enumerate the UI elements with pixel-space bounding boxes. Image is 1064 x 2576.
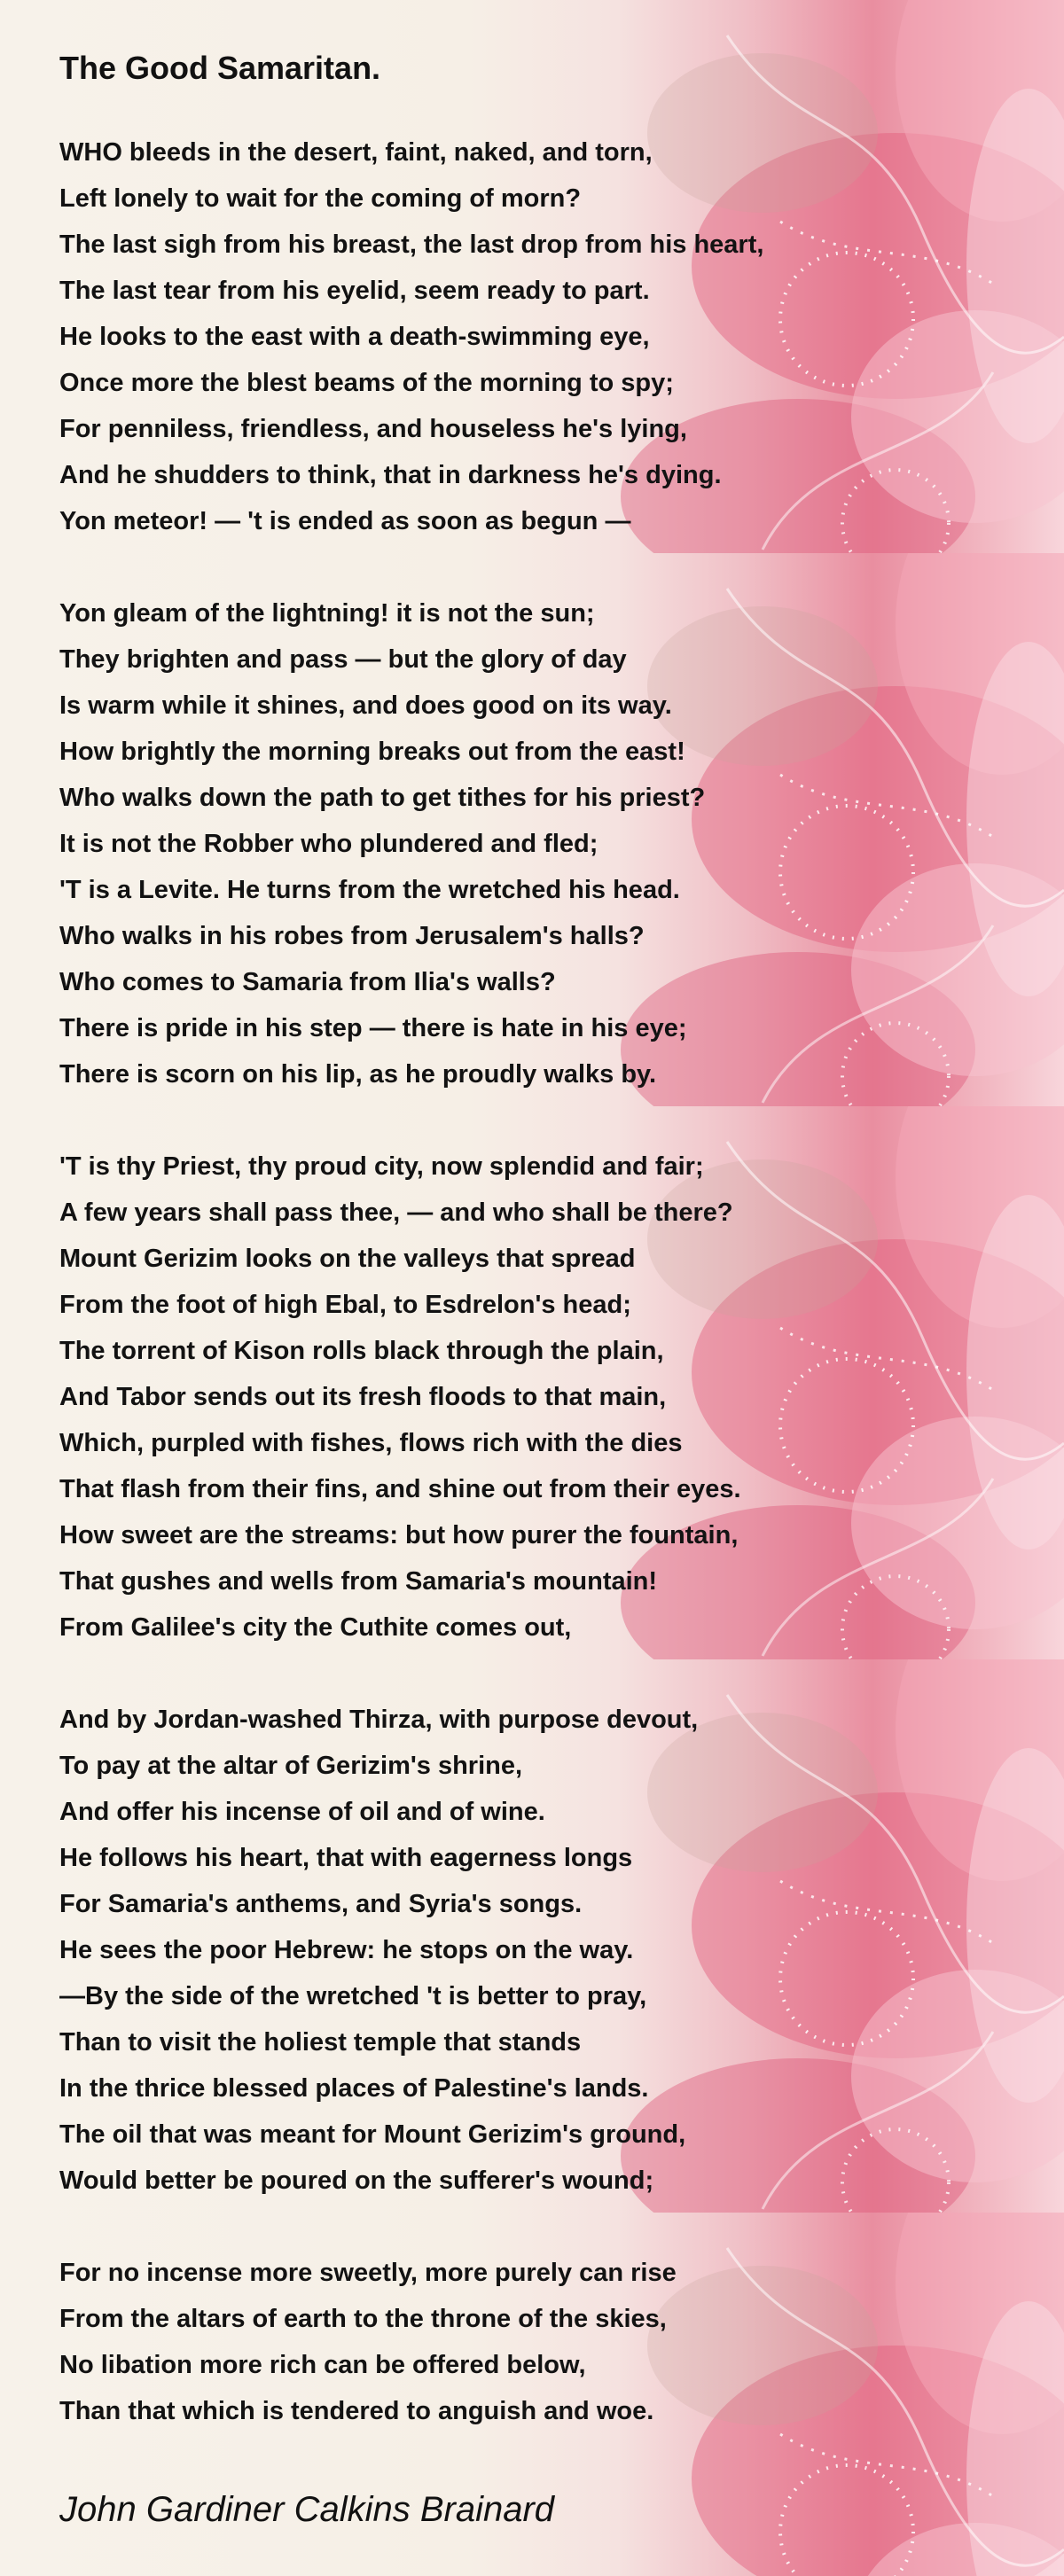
poem-line: From Galilee's city the Cuthite comes out, <box>59 1613 572 1642</box>
poem-line: Would better be poured on the sufferer's wound; <box>59 2166 654 2195</box>
poem-line: WHO bleeds in the desert, faint, naked, and torn, <box>59 138 653 167</box>
stanza-2 <box>59 590 705 1097</box>
poem-line: Who walks in his robes from Jerusalem's halls? <box>59 922 645 950</box>
poem-line: In the thrice blessed places of Palestine's lands. <box>59 2074 649 2103</box>
poem-line: No libation more rich can be offered below, <box>59 2351 586 2379</box>
poem-line: The torrent of Kison rolls black through the plain, <box>59 1337 664 1365</box>
poem-line: The last sigh from his breast, the last drop from his heart, <box>59 230 764 259</box>
poem-line: Yon gleam of the lightning! it is not the sun; <box>59 599 595 628</box>
poem-line: And offer his incense of oil and of wine. <box>59 1798 545 1826</box>
poem-line: Who walks down the path to get tithes for his priest? <box>59 784 706 812</box>
poem-line: A few years shall pass thee, — and who shall be there? <box>59 1198 733 1227</box>
poem-title: The Good Samaritan. <box>59 50 381 86</box>
poem-line: He sees the poor Hebrew: he stops on the way. <box>59 1936 634 1964</box>
poem-line: 'T is thy Priest, thy proud city, now splendid and fair; <box>59 1152 704 1181</box>
poem-line: From the foot of high Ebal, to Esdrelon's head; <box>59 1291 631 1319</box>
poem-line: It is not the Robber who plundered and fled; <box>59 830 598 858</box>
poem-line: And Tabor sends out its fresh floods to that main, <box>59 1383 667 1411</box>
poem-line: Yon meteor! — 't is ended as soon as begun — <box>59 507 631 535</box>
poem-line: —By the side of the wretched 't is better to pray, <box>59 1982 647 2010</box>
poem-line: There is pride in his step — there is hate in his eye; <box>59 1014 687 1042</box>
stanza-3 <box>59 1144 741 1651</box>
stanza-4 <box>59 1697 698 2204</box>
poem-line: The oil that was meant for Mount Gerizim's ground, <box>59 2120 686 2149</box>
poem-line: For penniless, friendless, and houseless he's lying, <box>59 415 687 443</box>
poem-line: Mount Gerizim looks on the valleys that spread <box>59 1245 636 1273</box>
poem-line: Is warm while it shines, and does good on its way. <box>59 691 672 720</box>
poem-line: How sweet are the streams: but how purer the fountain, <box>59 1521 739 1550</box>
poem-line: For Samaria's anthems, and Syria's songs. <box>59 1890 583 1918</box>
poem-line: That flash from their fins, and shine out from their eyes. <box>59 1475 741 1503</box>
poem-line: Which, purpled with fishes, flows rich with the dies <box>59 1429 683 1457</box>
poem-line: To pay at the altar of Gerizim's shrine, <box>59 1752 523 1780</box>
poem-line: Left lonely to wait for the coming of morn? <box>59 184 582 213</box>
poem-line: He follows his heart, that with eagerness longs <box>59 1844 633 1872</box>
poem-author: John Gardiner Calkins Brainard <box>59 2490 555 2529</box>
poem-line: He looks to the east with a death-swimming eye, <box>59 323 650 351</box>
poem-line: For no incense more sweetly, more purely can rise <box>59 2259 677 2287</box>
poem-line: Who comes to Samaria from Ilia's walls? <box>59 968 556 996</box>
poem-line: They brighten and pass — but the glory of day <box>59 645 627 674</box>
stanza-1 <box>59 129 763 544</box>
poem-line: That gushes and wells from Samaria's mountain! <box>59 1567 658 1596</box>
poem-line: How brightly the morning breaks out from the east! <box>59 738 685 766</box>
poem-line: Than to visit the holiest temple that stands <box>59 2028 582 2057</box>
poem-line: And he shudders to think, that in darkness he's dying. <box>59 461 722 489</box>
poem-line: There is scorn on his lip, as he proudly walks by. <box>59 1060 657 1089</box>
poem-line: Than that which is tendered to anguish and woe. <box>59 2397 654 2425</box>
poem-line: And by Jordan-washed Thirza, with purpose devout, <box>59 1706 699 1734</box>
poem-line: Once more the blest beams of the morning to spy; <box>59 369 674 397</box>
stanza-5 <box>59 2250 677 2434</box>
poem-line: 'T is a Levite. He turns from the wretched his head. <box>59 876 680 904</box>
poem-line: The last tear from his eyelid, seem ready to part. <box>59 277 650 305</box>
poem-line: From the altars of earth to the throne of the skies, <box>59 2305 667 2333</box>
